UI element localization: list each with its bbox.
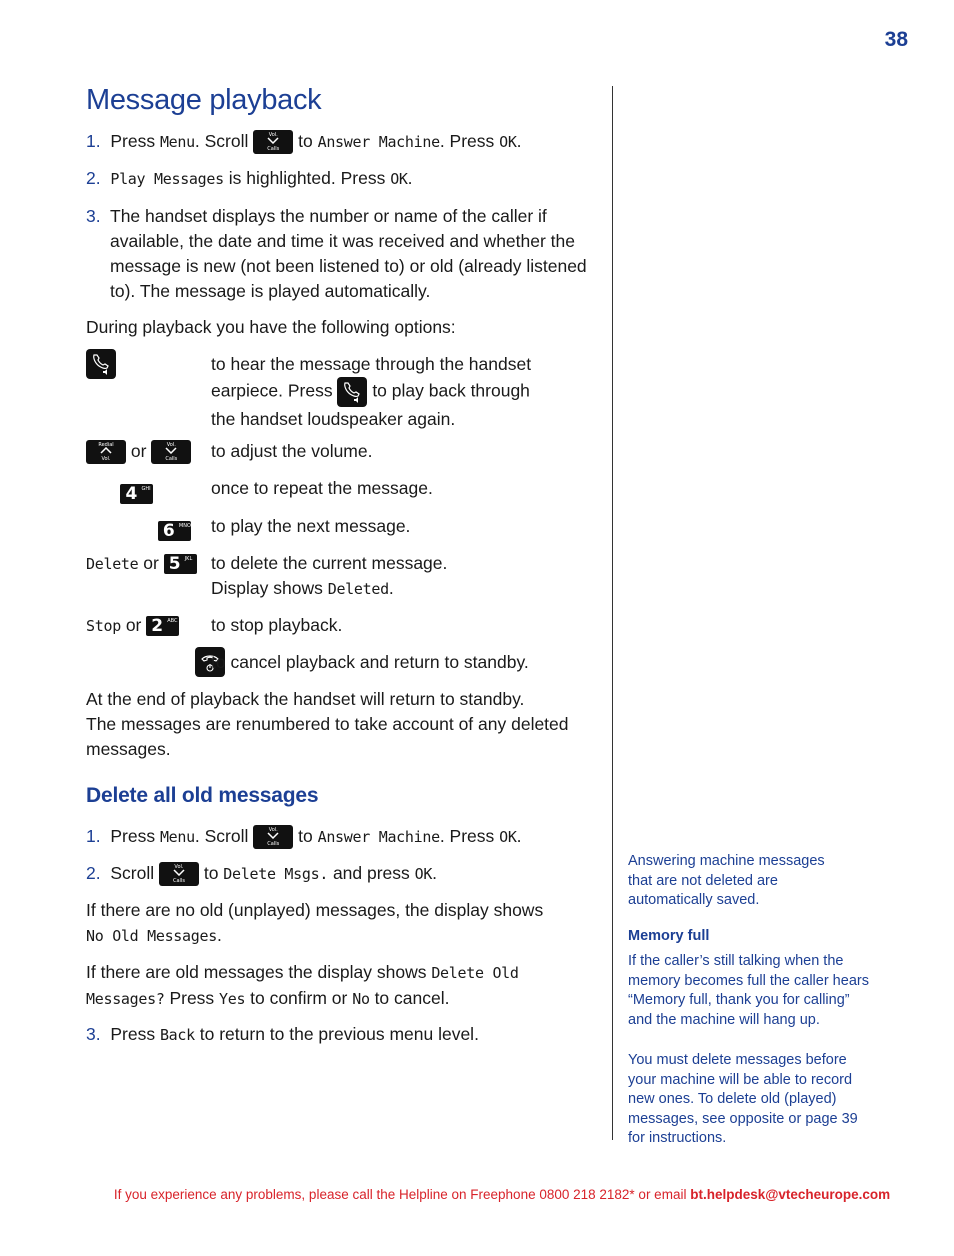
option-volume: to adjust the volume. bbox=[211, 441, 373, 461]
step-text: to bbox=[298, 826, 318, 846]
text-line: memory becomes full the caller hears bbox=[628, 972, 869, 989]
text-line: that are not deleted are bbox=[628, 872, 778, 889]
text-line: and the machine will hang up. bbox=[628, 1011, 820, 1028]
step-text: to bbox=[198, 863, 224, 883]
key-letters: MNO bbox=[178, 523, 191, 529]
step-1 bbox=[86, 129, 522, 155]
key-label: Vol. bbox=[101, 456, 111, 463]
text-line: to). The message is played automatically. bbox=[110, 281, 431, 301]
key-label: Calls bbox=[267, 146, 280, 153]
step-text: to return to the previous menu level. bbox=[194, 1024, 479, 1044]
scroll-down-key-icon bbox=[159, 862, 199, 886]
scroll-down-key-icon bbox=[151, 440, 191, 464]
menu-option: Play Messages bbox=[110, 170, 224, 188]
step-2 bbox=[86, 166, 413, 192]
step-text: Press bbox=[110, 826, 160, 846]
text-line: “Memory full, thank you for calling” bbox=[628, 992, 850, 1009]
key-digit: 4 bbox=[125, 484, 138, 504]
footer-helpline bbox=[0, 1187, 954, 1202]
text-line: . bbox=[216, 925, 222, 945]
option-text: to delete the current message. bbox=[211, 553, 448, 573]
old-paragraph bbox=[86, 960, 519, 1012]
option-text: Display shows bbox=[211, 578, 328, 598]
option-delete bbox=[211, 551, 447, 602]
helpdesk-email: bt.helpdesk@vtecheurope.com bbox=[690, 1187, 891, 1202]
step-text: . bbox=[516, 826, 522, 846]
option-text: to hear the message through the handset bbox=[211, 354, 532, 374]
text-line: available, the date and time it was received and whether the bbox=[110, 231, 576, 251]
softkey-ok: OK bbox=[390, 170, 408, 188]
step-text: . Press bbox=[439, 131, 500, 151]
option-earpiece bbox=[211, 352, 531, 432]
softkey-no: No bbox=[352, 990, 370, 1008]
delete-step-1 bbox=[86, 824, 522, 850]
option-stop-keys bbox=[86, 613, 179, 639]
scroll-down-key-icon bbox=[253, 130, 293, 154]
key-4-icon bbox=[120, 484, 153, 504]
step-text: and press bbox=[328, 863, 415, 883]
step-text: is highlighted. Press bbox=[223, 168, 391, 188]
option-stop: to stop playback. bbox=[211, 615, 343, 635]
softkey-stop: Stop bbox=[86, 617, 121, 635]
text-line: Answering machine messages bbox=[628, 853, 825, 869]
softkey-ok: OK bbox=[414, 865, 433, 883]
key-letters: JKL bbox=[184, 556, 193, 563]
text-line: The messages are renumbered to take account of any deleted bbox=[86, 714, 569, 734]
delete-step-2 bbox=[86, 861, 437, 887]
no-old-paragraph bbox=[86, 898, 543, 949]
sidebar-heading: Memory full bbox=[628, 928, 710, 944]
step-number: 1. bbox=[86, 826, 101, 846]
text-line: message is new (not been listened to) or old (already listened bbox=[110, 256, 587, 276]
key-label: Redial bbox=[98, 442, 114, 449]
option-text: to play back through bbox=[367, 380, 530, 401]
text-line: If the caller’s still talking when the bbox=[628, 953, 844, 969]
key-letters: ABC bbox=[167, 618, 178, 625]
option-repeat: once to repeat the message. bbox=[211, 478, 433, 498]
text-line: Press bbox=[164, 988, 220, 1008]
or-text: or bbox=[143, 553, 159, 573]
option-text: the handset loudspeaker again. bbox=[211, 409, 456, 429]
step-number: 1. bbox=[86, 131, 101, 151]
option-text: . bbox=[388, 578, 394, 598]
key-digit: 6 bbox=[162, 521, 175, 541]
step-text: Scroll bbox=[110, 863, 159, 883]
key-letters: GHI bbox=[141, 486, 151, 492]
text-line: for instructions. bbox=[628, 1130, 727, 1147]
section-heading: Delete all old messages bbox=[86, 784, 319, 807]
text-line: The handset displays the number or name of the caller if bbox=[110, 206, 547, 226]
sidebar-note-delete bbox=[628, 1051, 873, 1149]
softkey-back: Back bbox=[159, 1026, 195, 1044]
handsfree-key-icon bbox=[337, 377, 367, 407]
menu-option: Delete Msgs. bbox=[223, 865, 329, 883]
step-text: . bbox=[407, 168, 413, 188]
display-text: No Old Messages bbox=[86, 927, 217, 945]
display-text: Messages? bbox=[86, 990, 165, 1008]
text-line: You must delete messages before bbox=[628, 1052, 847, 1068]
key-digit: 2 bbox=[151, 616, 164, 637]
display-text: Deleted bbox=[327, 580, 389, 598]
delete-step-3 bbox=[86, 1022, 479, 1048]
key-label: Vol. bbox=[268, 132, 278, 139]
key-label: Vol. bbox=[268, 827, 278, 834]
key-label: Calls bbox=[165, 456, 178, 463]
option-delete-keys bbox=[86, 551, 197, 577]
display-text: Delete Old bbox=[431, 964, 519, 982]
softkey-ok: OK bbox=[499, 828, 517, 846]
or-text: or bbox=[125, 615, 142, 635]
menu-option: Answer Machine bbox=[317, 828, 440, 846]
option-next: to play the next message. bbox=[211, 516, 411, 536]
scroll-up-key-icon bbox=[86, 440, 126, 464]
option-volume-keys bbox=[86, 439, 191, 464]
text-line: messages. bbox=[86, 739, 171, 759]
text-line: automatically saved. bbox=[628, 892, 760, 909]
key-5-icon bbox=[164, 554, 197, 574]
step-text: Press bbox=[110, 1024, 160, 1044]
text-line: to cancel. bbox=[369, 988, 450, 1008]
sidebar-note-memory bbox=[628, 952, 873, 1030]
page-title: Message playback bbox=[86, 84, 322, 116]
softkey-menu: Menu bbox=[159, 828, 195, 846]
end-paragraph bbox=[86, 687, 569, 762]
step-3-text bbox=[110, 204, 587, 304]
step-text: Press bbox=[110, 131, 160, 151]
step-number: 2. bbox=[86, 863, 101, 883]
key-label: Calls bbox=[172, 878, 185, 885]
step-text: . Scroll bbox=[194, 826, 254, 846]
softkey-delete: Delete bbox=[86, 555, 139, 573]
step-text: . Scroll bbox=[194, 131, 254, 151]
step-text: . bbox=[516, 131, 522, 151]
text-line: your machine will be able to record bbox=[628, 1071, 853, 1088]
or-text: or bbox=[130, 441, 147, 461]
key-2-icon bbox=[146, 616, 179, 636]
key-label: Calls bbox=[267, 841, 280, 848]
key-digit: 5 bbox=[168, 554, 181, 575]
text-line: If there are no old (unplayed) messages, the display shows bbox=[86, 900, 544, 920]
key-6-icon bbox=[158, 521, 191, 541]
step-text: . Press bbox=[439, 826, 500, 846]
softkey-menu: Menu bbox=[159, 133, 195, 151]
column-divider bbox=[612, 86, 613, 1140]
handsfree-key-icon bbox=[86, 349, 116, 379]
footer-text: If you experience any problems, please call the Helpline on Freephone 0800 218 2182* or email bbox=[113, 1187, 691, 1202]
text-line: If there are old messages the display shows bbox=[86, 962, 432, 982]
text-line: At the end of playback the handset will return to standby. bbox=[86, 689, 525, 709]
step-number: 3. bbox=[86, 1024, 101, 1044]
key-label: Vol. bbox=[166, 442, 176, 449]
options-intro: During playback you have the following options: bbox=[86, 317, 456, 337]
text-line: messages, see opposite or page 39 bbox=[628, 1110, 858, 1127]
step-text: to bbox=[298, 131, 318, 151]
option-cancel: to cancel playback and return to standby. bbox=[211, 652, 529, 672]
option-text: earpiece. Press bbox=[211, 380, 338, 401]
page-number: 38 bbox=[884, 28, 908, 51]
menu-option: Answer Machine bbox=[317, 133, 440, 151]
key-label: Vol. bbox=[174, 864, 184, 871]
scroll-down-key-icon bbox=[253, 825, 293, 849]
step-number: 3. bbox=[86, 206, 101, 226]
step-text: . bbox=[432, 863, 437, 883]
text-line: to confirm or bbox=[245, 988, 353, 1008]
sidebar-note-saved bbox=[628, 852, 873, 911]
step-number: 2. bbox=[86, 168, 101, 188]
softkey-ok: OK bbox=[499, 133, 517, 151]
text-line: new ones. To delete old (played) bbox=[628, 1091, 837, 1108]
softkey-yes: Yes bbox=[219, 990, 246, 1008]
